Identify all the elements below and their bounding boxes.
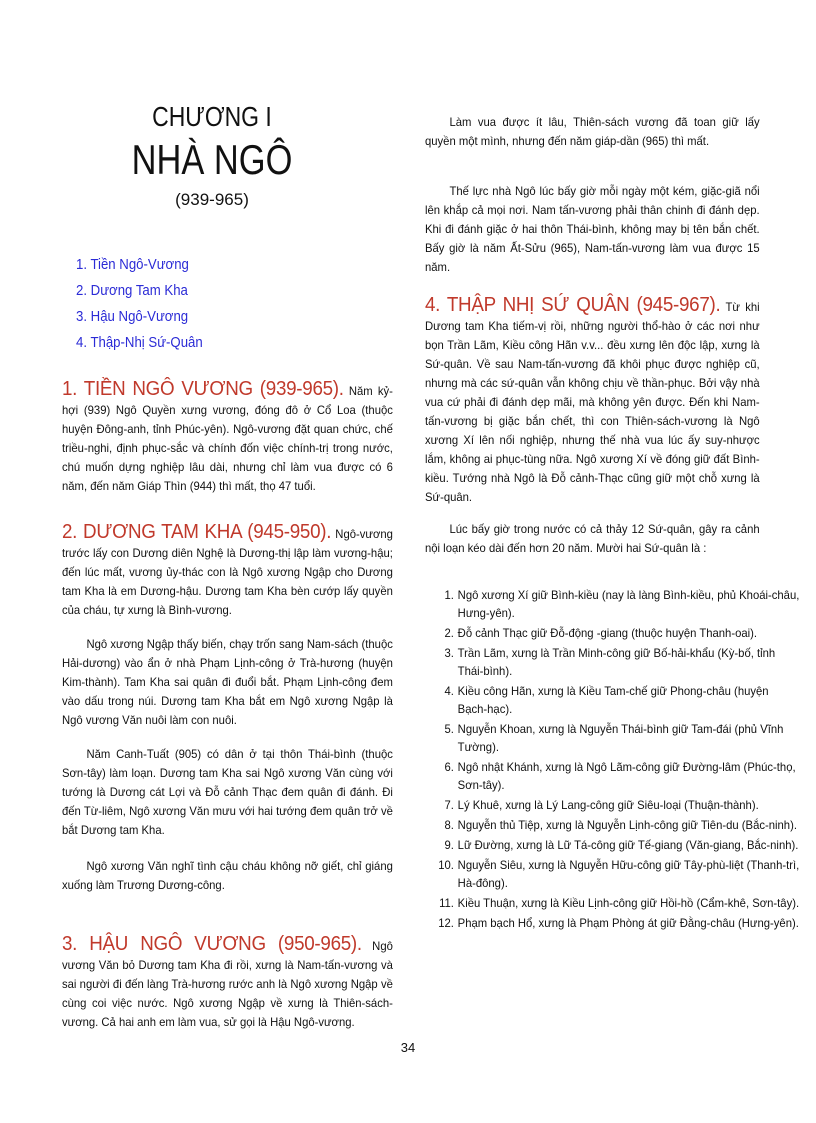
list-item: 2. Đỗ cảnh Thạc giữ Đỗ-động -giang (thuộc huyện Thanh-oai). [444, 626, 758, 640]
section-1-text: Năm kỷ-hợi (939) Ngô Quyền xưng vương, đóng đô ở Cổ Loa (thuộc huyện Đông-anh, tỉnh Phúc-yên). Ngô-vương đặt quan chức, chế triều-nghi, định phục-sắc và chính đốn việc chính-trị trong nước, chú muốn dựng nghiệp lâu dài, nhưng chỉ làm vua được có 6 năm, đến năm Giáp Thìn (944) thì mất, thọ 47 tuổi. [62, 384, 393, 493]
list-item: 7. Lý Khuê, xưng là Lý Lang-công giữ Siêu-loại (Thuận-thành). [444, 798, 759, 812]
section-1-heading: 1. TIỀN NGÔ VƯƠNG (939-965). [62, 378, 344, 400]
toc-item: 3. Hậu Ngô-Vương [76, 308, 189, 325]
list-item: 5. Nguyễn Khoan, xưng là Nguyễn Thái-bình giữ Tam-đái (phủ Vĩnh Tường). [444, 722, 784, 754]
section-4-text: Từ khi Dương tam Kha tiếm-vị rồi, những người thổ-hào ở các nơi như bọn Trần Lãm, Kiều công Hãn v.v... đều xưng lên độc lập, xưng là Sứ-quân. Về sau Nam-tấn-vương đã khôi phục được nghiệp cũ, nhưng mà các sứ-quân vẫn không chịu về thần-phục. Bởi vậy nhà vua cứ phải đi đánh dẹp mãi, mà không yên được. Đến khi Nam-tấn-vương bị giặc bắn chết, thì con Thiên-sách-vương là Ngô xương Xí lên nối nghiệp, nhưng thế nhà vua lúc ấy suy-nhược lắm, không ai phục-tùng nữa. Ngô xương Xí về đóng giữ đất Bình-kiều. Tướng nhà Ngô là Đỗ cảnh-Thạc cũng giữ một chỗ xưng là Sứ-quân. [425, 300, 760, 504]
list-item: 3. Trần Lãm, xưng là Trần Minh-công giữ Bố-hải-khẩu (Kỳ-bố, tỉnh Thái-bình). [444, 646, 776, 678]
section-4-heading: 4. THẬP NHỊ SỨ QUÂN (945-967). [425, 294, 721, 316]
sucquan-list [437, 586, 800, 934]
toc-item: 4. Thập-Nhị Sứ-Quân [76, 334, 203, 351]
section-2-paragraph-2: Ngô xương Ngập thấy biến, chạy trốn sang Nam-sách (thuộc Hải-dương) vào ẩn ở nhà Phạm Lịnh-công ở Trà-hương (huyện Kim-thành). Tam Kha sai quân đi đuổi bắt. Phạm Lịnh-công đem vào dấu trong núi. Dương tam Kha bắt em Ngô xương Ngập là Ngô vương Văn nuôi làm con nuôi. [62, 637, 393, 727]
chapter-title-block [62, 100, 362, 212]
list-item: 8. Nguyễn thủ Tiệp, xưng là Nguyễn Lịnh-công giữ Tiên-du (Bắc-ninh). [444, 818, 797, 832]
chapter-years: (939-965) [175, 190, 249, 209]
section-2-text: Ngô-vương trước lấy con Dương diên Nghệ là Dương-thị lập làm vương-hậu; đến lúc mất, vương ủy-thác con là Ngô xương Ngập cho Dương tam Kha là em Dương-hậu. Dương tam Kha bèn cướp lấy quyền của cháu, tự xưng là Bình-vương. [62, 527, 393, 617]
section-4 [425, 296, 760, 507]
chapter-title: NHÀ NGÔ [131, 136, 293, 183]
right-paragraph-1: Làm vua được ít lâu, Thiên-sách vương đã toan giữ lấy quyền một mình, nhưng đến năm giáp-dần (965) thì mất. [425, 115, 760, 148]
list-item: 6. Ngô nhật Khánh, xưng là Ngô Lãm-công giữ Đường-lâm (Phúc-thọ, Sơn-tây). [444, 760, 796, 792]
list-item: 1. Ngô xương Xí giữ Bình-kiều (nay là làng Bình-kiều, phủ Khoái-châu, Hưng-yên). [444, 588, 800, 620]
list-item: 4. Kiều công Hãn, xưng là Kiều Tam-chế giữ Phong-châu (huyện Bạch-hạc). [444, 684, 769, 716]
section-3-heading: 3. HẬU NGÔ VƯƠNG (950-965). [62, 933, 362, 955]
page-number: 34 [400, 1040, 416, 1055]
list-item: 9. Lữ Đường, xưng là Lữ Tá-công giữ Tế-giang (Văn-giang, Bắc-ninh). [444, 838, 799, 852]
section-2 [62, 523, 393, 620]
section-2-paragraph-4: Ngô xương Văn nghĩ tình cậu cháu không nỡ giết, chỉ giáng xuống làm Trương Dương-công. [62, 859, 393, 892]
list-item: 12. Phạm bạch Hổ, xưng là Phạm Phòng át giữ Đằng-châu (Hưng-yên). [438, 916, 799, 930]
section-2-paragraph-3: Năm Canh-Tuất (905) có dân ở tại thôn Thái-bình (thuộc Sơn-tây) làm loạn. Dương tam Kha sai Ngô xương Văn cùng với tướng là Dương cát Lợi và Đỗ cảnh Thạc đem quân đi đánh. Đi đến Từ-liêm, Ngô xương Văn mưu với hai tướng đem quân trở về bắt Dương tam Kha. [62, 747, 393, 837]
list-item: 11. Kiều Thuận, xưng là Kiều Lịnh-công giữ Hồi-hồ (Cẩm-khê, Sơn-tây). [439, 896, 800, 910]
section-3 [62, 935, 393, 1032]
section-1 [62, 380, 393, 496]
section-4-paragraph-2: Lúc bấy giờ trong nước có cả thảy 12 Sứ-quân, gây ra cảnh nội loạn kéo dài đến hơn 20 năm. Mười hai Sứ-quân là : [425, 522, 760, 555]
list-item: 10. Nguyễn Siêu, xưng là Nguyễn Hữu-công giữ Tây-phù-liệt (Thanh-trì, Hà-đông). [438, 858, 800, 890]
table-of-contents [76, 252, 220, 356]
chapter-label: CHƯƠNG I [152, 101, 272, 132]
right-paragraph-2: Thế lực nhà Ngô lúc bấy giờ mỗi ngày một kém, giặc-giã nổi lên khắp cả mọi nơi. Nam tấn-vương phải thân chinh đi đánh dẹp. Khi đi đánh giặc ở hai thôn Thái-bình, không may bị tên bắn chết. Bấy giờ là năm Ất-Sửu (965), Nam-tấn-vương làm vua được 15 năm. [425, 184, 760, 274]
section-2-heading: 2. DƯƠNG TAM KHA (945-950). [62, 521, 332, 543]
toc-item: 2. Dương Tam Kha [76, 282, 188, 299]
toc-item: 1. Tiền Ngô-Vương [76, 256, 189, 273]
section-3-text: Ngô vương Văn bỏ Dương tam Kha đi rồi, xưng là Nam-tấn-vương và sai người đi đến làng Trà-hương rước anh là Ngô xương Ngập về cùng coi việc nước. Ngô xương Ngập về xưng là Thiên-sách-vương. Cả hai anh em làm vua, sử gọi là Hậu Ngô-vương. [62, 939, 393, 1029]
